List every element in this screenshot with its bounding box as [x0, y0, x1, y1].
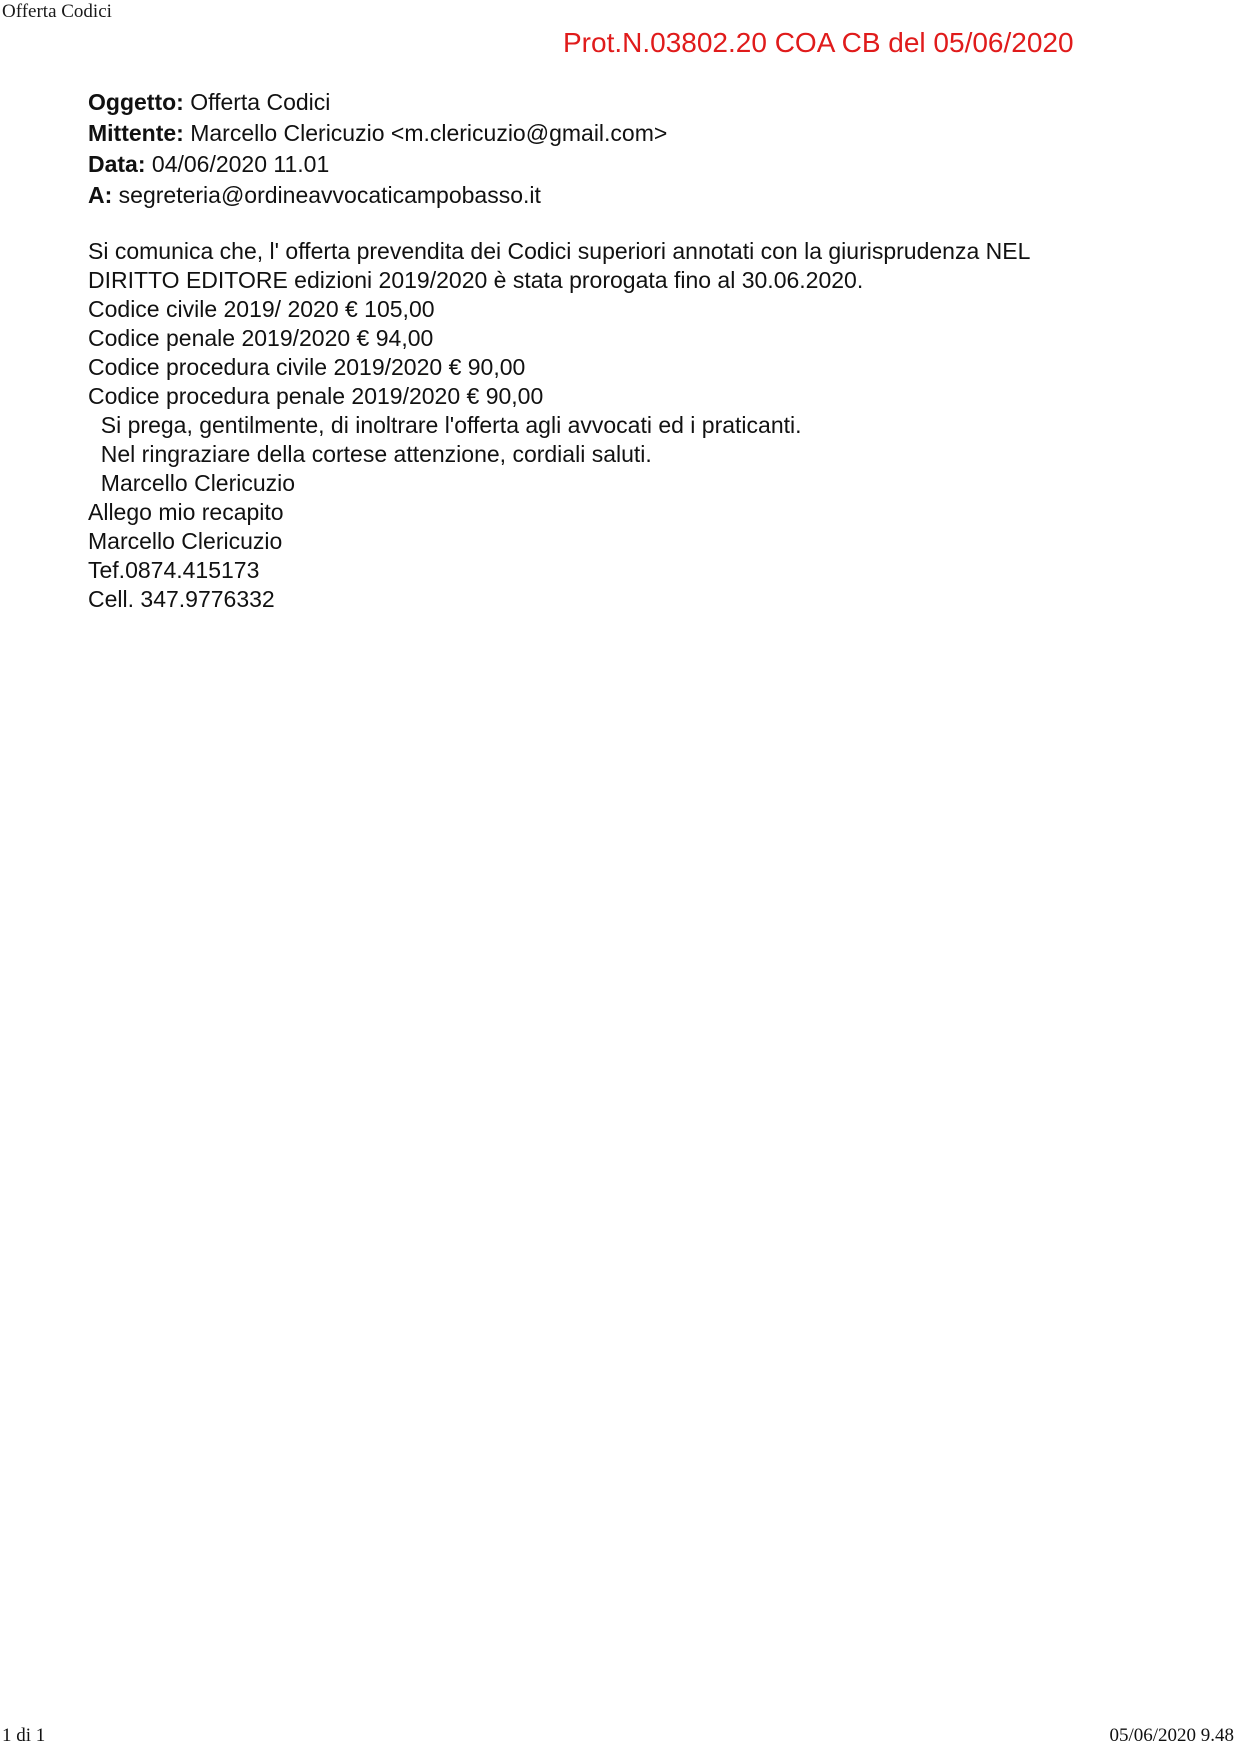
body-line: Si prega, gentilmente, di inoltrare l'offerta agli avvocati ed i praticanti.	[88, 412, 802, 438]
print-footer-page: 1 di 1	[2, 1725, 46, 1746]
header-sender	[88, 118, 667, 149]
body-line: Marcello Clericuzio	[88, 470, 296, 496]
print-header-title: Offerta Codici	[2, 1, 112, 22]
print-footer-date: 05/06/2020 9.48	[1109, 1725, 1234, 1746]
body-line: Tef.0874.415173	[88, 557, 260, 583]
header-subject	[88, 87, 667, 118]
header-date-label: Data:	[88, 151, 146, 177]
body-line: Codice penale 2019/2020 € 94,00	[88, 325, 434, 351]
header-subject-value: Offerta Codici	[183, 89, 331, 115]
body-line: Cell. 347.9776332	[88, 586, 275, 612]
body-line: Codice procedura civile 2019/2020 € 90,00	[88, 354, 526, 380]
email-body	[88, 237, 1168, 614]
header-sender-label: Mittente:	[88, 120, 184, 146]
body-line: Allego mio recapito	[88, 499, 284, 525]
body-line: Codice procedura penale 2019/2020 € 90,00	[88, 383, 544, 409]
header-recipient-value: segreteria@ordineavvocaticampobasso.it	[112, 182, 541, 208]
header-date-value: 04/06/2020 11.01	[145, 151, 330, 177]
header-sender-value: Marcello Clericuzio <m.clericuzio@gmail.com>	[183, 120, 668, 146]
body-line: Codice civile 2019/ 2020 € 105,00	[88, 296, 435, 322]
header-date	[88, 149, 667, 180]
header-recipient	[88, 180, 667, 211]
header-recipient-label: A:	[88, 182, 113, 208]
body-line: Nel ringraziare della cortese attenzione, cordiali saluti.	[88, 441, 652, 467]
body-line: DIRITTO EDITORE edizioni 2019/2020 è stata prorogata fino al 30.06.2020.	[88, 267, 864, 293]
email-headers	[88, 87, 667, 211]
protocol-stamp: Prot.N.03802.20 COA CB del 05/06/2020	[563, 27, 1074, 58]
body-line: Marcello Clericuzio	[88, 528, 283, 554]
body-line: Si comunica che, l' offerta prevendita dei Codici superiori annotati con la giurisprudenza NEL	[88, 238, 1031, 264]
header-subject-label: Oggetto:	[88, 89, 184, 115]
